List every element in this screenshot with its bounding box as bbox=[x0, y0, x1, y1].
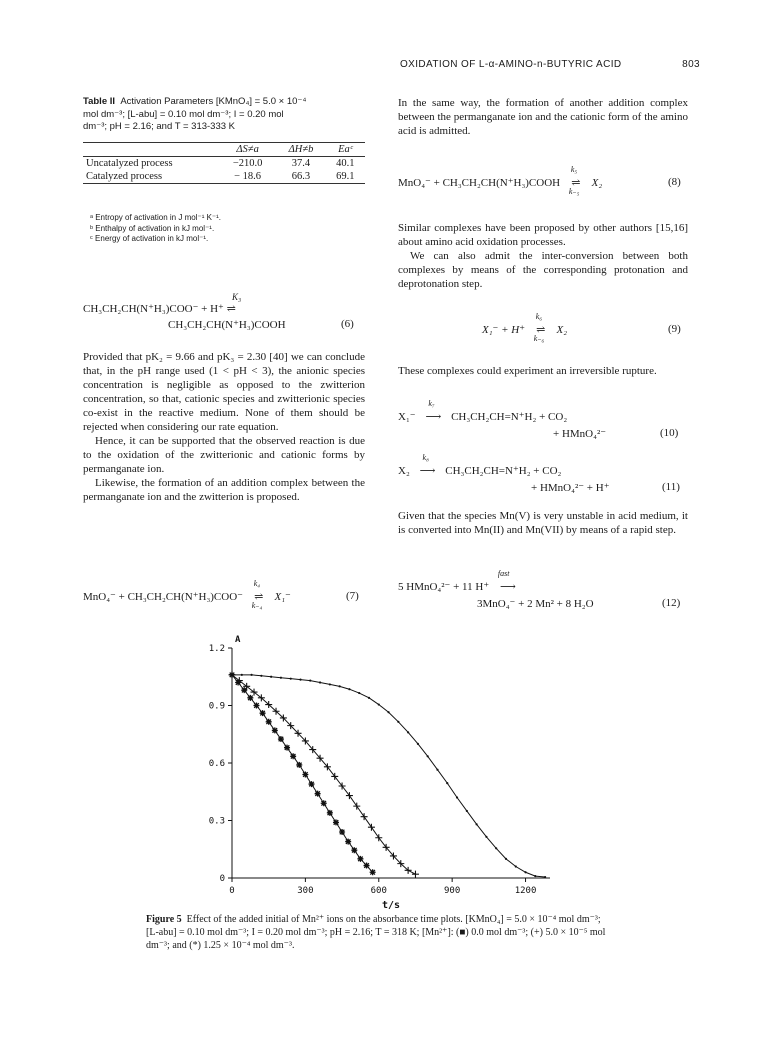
data-point-dot bbox=[299, 679, 301, 681]
table-cell: 37.4 bbox=[291, 158, 311, 169]
table-cell: 69.1 bbox=[326, 170, 365, 184]
table-header-cell: ΔS≠a bbox=[219, 143, 276, 157]
eq10-rhs-line1: CH₃CH₂CH=N⁺H₂ + CO₂ bbox=[451, 411, 568, 423]
data-point-dot bbox=[319, 681, 321, 683]
data-point-dot bbox=[524, 871, 526, 873]
series-line bbox=[232, 675, 415, 874]
equilibrium-arrow-icon: ⇌ bbox=[536, 324, 546, 336]
data-point-dot bbox=[476, 823, 478, 825]
table-footnotes bbox=[90, 213, 360, 245]
y-tick-label: 0.6 bbox=[208, 759, 225, 769]
data-point-star bbox=[235, 680, 241, 686]
data-point-dot bbox=[466, 810, 468, 812]
data-point-star bbox=[247, 695, 253, 701]
page-number: 803 bbox=[682, 59, 700, 70]
data-point-dot bbox=[348, 688, 350, 690]
x-tick-label: 0 bbox=[229, 886, 235, 896]
eq10-lhs: X₁⁻ bbox=[398, 411, 416, 423]
table-caption-line2: mol dm⁻³; [L-abu] = 0.10 mol dm⁻³; I = 0.20 mol bbox=[83, 108, 284, 120]
eq9-rhs: X₂ bbox=[556, 324, 568, 336]
y-tick-label: 0.3 bbox=[208, 816, 225, 827]
series-line bbox=[232, 675, 373, 872]
data-point-dot bbox=[495, 847, 497, 849]
data-point-dot bbox=[407, 731, 409, 733]
data-point-star bbox=[272, 727, 278, 733]
data-point-dot bbox=[446, 782, 448, 784]
data-point-dot bbox=[270, 676, 272, 678]
figure-caption-text: Effect of the added initial of Mn²⁺ ions on the absorbance time plots. [KMnO₄] = 5.0 × 10⁻⁴ mol dm⁻³; [L-abu] = 0.10 mol dm⁻³; I = 0.20 mol dm⁻³; pH = 2.16; T = 318 K; [Mn²⁺]: (■) 0.0 mol dm⁻³; (+) 5.0 × 10⁻⁵ mol dm⁻³; and (*) 1.25 × 10⁻⁴ mol dm⁻³. bbox=[146, 914, 606, 951]
data-point-star bbox=[345, 839, 351, 845]
eq11-rhs-line1: CH₃CH₂CH=N⁺H₂ + CO₂ bbox=[445, 465, 562, 477]
table-row bbox=[83, 170, 365, 184]
eq11 bbox=[398, 453, 562, 477]
x-tick-label: 1200 bbox=[514, 886, 537, 896]
eq7-lhs: MnO₄⁻ + CH₃CH₂CH(N⁺H₃)COO⁻ bbox=[83, 591, 243, 603]
eq8-k-forward: k₅ bbox=[570, 165, 578, 174]
eq12-lhs: 5 HMnO₄²⁻ + 11 H⁺ bbox=[398, 581, 490, 593]
eq7 bbox=[83, 579, 291, 610]
eq8-rhs: X₂ bbox=[591, 177, 603, 189]
eq6-lhs bbox=[83, 302, 236, 315]
data-point-dot bbox=[339, 685, 341, 687]
running-header bbox=[400, 59, 700, 70]
data-point-dot bbox=[534, 875, 536, 877]
right-paragraph-top bbox=[398, 96, 688, 138]
right-arrow-icon: ⟶ bbox=[425, 411, 442, 423]
data-point-star bbox=[321, 800, 327, 806]
data-point-plus bbox=[368, 824, 375, 831]
paragraph: Provided that pK₂ = 9.66 and pK₃ = 2.30 [40] we can conclude that, in the pH range used (1 < pH < 3), the anionic species concentration is negligible as opposed to the zwitterion concentration, so that, cationic species and zwitterionic species co-exist in the reactive medium. None of them should be rejected when considering our rate equation. bbox=[83, 351, 365, 433]
table-cell: 40.1 bbox=[336, 158, 355, 169]
data-point-star bbox=[284, 745, 290, 751]
paragraph: These complexes could experiment an irreversible rupture. bbox=[398, 365, 657, 377]
data-point-dot bbox=[387, 711, 389, 713]
eq10 bbox=[398, 399, 568, 423]
data-point-star bbox=[309, 781, 315, 787]
data-point-star bbox=[260, 710, 266, 716]
activation-table bbox=[83, 142, 365, 184]
data-point-dot bbox=[485, 836, 487, 838]
x-tick-label: 300 bbox=[297, 886, 314, 896]
eq10-rhs-line2: + HMnO₄²⁻ bbox=[553, 428, 607, 440]
eq8-k-back: k₋₅ bbox=[568, 187, 580, 196]
data-point-dot bbox=[397, 721, 399, 723]
eq12-number: (12) bbox=[662, 597, 681, 609]
table-cell: Uncatalyzed process bbox=[86, 158, 173, 169]
data-point-star bbox=[278, 736, 284, 742]
table-cell: −210.0 bbox=[232, 158, 263, 169]
table-footnote: ᶜ Energy of activation in kJ mol⁻¹. bbox=[90, 234, 209, 243]
data-point-star bbox=[357, 856, 363, 862]
paragraph: Similar complexes have been proposed by other authors [15,16] about amino acid oxidation processes. bbox=[398, 222, 688, 248]
table-header-cell: ΔH≠b bbox=[276, 143, 326, 157]
series-line bbox=[232, 675, 545, 877]
data-point-star bbox=[370, 869, 376, 875]
data-point-dot bbox=[329, 683, 331, 685]
eq11-lhs: X₂ bbox=[398, 465, 410, 477]
table-header-cell bbox=[83, 143, 219, 157]
data-point-plus bbox=[412, 871, 419, 878]
eq10-k: k₇ bbox=[428, 399, 435, 408]
y-axis-label: A bbox=[235, 635, 241, 645]
equilibrium-arrow-icon: ⇌ bbox=[226, 303, 236, 315]
data-point-dot bbox=[309, 679, 311, 681]
data-point-plus bbox=[361, 813, 368, 820]
x-axis-label: t/s bbox=[381, 900, 401, 910]
y-tick-label: 0 bbox=[219, 874, 225, 884]
paragraph: In the same way, the formation of another addition complex between the permanganate ion and the cationic form of the amino acid is admitted. bbox=[398, 97, 688, 137]
eq8-lhs: MnO₄⁻ + CH₃CH₂CH(N⁺H₃)COOH bbox=[398, 177, 561, 189]
equilibrium-arrow-icon: ⇌ bbox=[254, 591, 264, 603]
data-point-star bbox=[333, 819, 339, 825]
data-point-star bbox=[253, 703, 259, 709]
data-point-dot bbox=[358, 692, 360, 694]
running-title: OXIDATION OF L-α-AMINO-n-BUTYRIC ACID bbox=[400, 59, 622, 70]
table-footnote: ᵃ Entropy of activation in J mol⁻¹ K⁻¹. bbox=[90, 213, 222, 222]
data-point-dot bbox=[515, 865, 517, 867]
data-point-star bbox=[229, 672, 235, 678]
data-point-star bbox=[302, 772, 308, 778]
data-point-star bbox=[266, 719, 272, 725]
table-title: Table II bbox=[83, 96, 116, 107]
paragraph: Hence, it can be supported that the observed reaction is due to the oxidation of the zwitterionic and cationic forms by permanganate ion. bbox=[83, 435, 365, 475]
table-caption bbox=[83, 96, 365, 134]
table-header-cell: Eaᶜ bbox=[326, 143, 365, 157]
eq11-k: k₈ bbox=[422, 453, 429, 462]
data-point-dot bbox=[250, 674, 252, 676]
figure-caption bbox=[146, 913, 614, 952]
eq12 bbox=[398, 569, 524, 593]
table-cell: − 18.6 bbox=[219, 170, 276, 184]
eq9-k-forward: k₆ bbox=[535, 312, 543, 321]
eq8-number: (8) bbox=[668, 176, 681, 188]
eq7-k-forward: k₄ bbox=[253, 579, 261, 588]
data-point-dot bbox=[280, 677, 282, 679]
table-footnote: ᵇ Enthalpy of activation in kJ mol⁻¹. bbox=[90, 223, 215, 233]
data-point-star bbox=[351, 847, 357, 853]
paragraph: Given that the species Mn(V) is very unstable in acid medium, it is converted into Mn(II) and Mn(VII) by means of a rapid step. bbox=[398, 510, 688, 536]
right-arrow-icon: ⟶ bbox=[500, 581, 516, 593]
table-caption-line1: Activation Parameters [KMnO₄] = 5.0 × 10⁻⁴ bbox=[120, 96, 307, 107]
data-point-dot bbox=[241, 674, 243, 676]
data-point-dot bbox=[290, 678, 292, 680]
data-point-star bbox=[296, 762, 302, 768]
eq6-lhs-text: CH₃CH₂CH(N⁺H₃)COO⁻ + H⁺ bbox=[83, 303, 224, 315]
eq11-rhs-line2: + HMnO₄²⁻ + H⁺ bbox=[531, 482, 610, 494]
eq6-rhs: CH₃CH₂CH(N⁺H₃)COOH bbox=[168, 319, 286, 331]
table-cell: Catalyzed process bbox=[83, 170, 219, 184]
data-point-dot bbox=[368, 697, 370, 699]
right-paragraph-mn bbox=[398, 509, 688, 537]
data-point-dot bbox=[260, 675, 262, 677]
data-point-plus bbox=[353, 803, 360, 810]
data-point-star bbox=[327, 810, 333, 816]
right-arrow-icon: ⟶ bbox=[419, 465, 436, 477]
data-point-dot bbox=[378, 703, 380, 705]
left-column-text bbox=[83, 350, 365, 504]
data-point-dot bbox=[544, 876, 546, 878]
eq9 bbox=[482, 312, 568, 343]
eq12-fast: fast bbox=[497, 569, 510, 578]
eq7-k-back: k₋₄ bbox=[251, 601, 263, 610]
data-point-star bbox=[290, 753, 296, 759]
eq9-number: (9) bbox=[668, 323, 681, 335]
eq12-rhs: 3MnO₄⁻ + 2 Mn² + 8 H₂O bbox=[477, 598, 594, 610]
figure-label: Figure 5 bbox=[146, 914, 182, 925]
y-tick-label: 0.9 bbox=[208, 701, 225, 712]
table-caption-line3: dm⁻³; pH = 2.16; and T = 313-333 K bbox=[83, 121, 236, 132]
eq7-rhs: X₁⁻ bbox=[274, 591, 291, 603]
table-row bbox=[83, 157, 365, 171]
paragraph: We can also admit the inter-conversion between both complexes by means of the corresponding protonation and deprotonation step. bbox=[398, 250, 688, 290]
data-point-star bbox=[339, 829, 345, 835]
eq6-number: (6) bbox=[341, 318, 354, 330]
data-point-dot bbox=[456, 796, 458, 798]
eq11-number: (11) bbox=[662, 481, 680, 493]
equilibrium-arrow-icon: ⇌ bbox=[571, 177, 581, 189]
table-cell: 66.3 bbox=[276, 170, 326, 184]
eq10-number: (10) bbox=[660, 427, 679, 439]
right-paragraph-mid bbox=[398, 221, 688, 291]
x-tick-label: 600 bbox=[370, 886, 387, 896]
paragraph: Likewise, the formation of an addition complex between the permanganate ion and the zwitterion is proposed. bbox=[83, 477, 365, 503]
eq9-k-back: k₋₆ bbox=[533, 334, 545, 343]
data-point-star bbox=[315, 791, 321, 797]
right-paragraph-rupture bbox=[398, 364, 688, 378]
eq9-lhs: X₁⁻ + H⁺ bbox=[482, 324, 526, 336]
data-point-star bbox=[241, 687, 247, 693]
y-tick-label: 1.2 bbox=[208, 644, 225, 654]
data-point-dot bbox=[505, 858, 507, 860]
eq8 bbox=[398, 165, 603, 196]
data-point-dot bbox=[436, 769, 438, 771]
data-point-dot bbox=[417, 743, 419, 745]
eq7-number: (7) bbox=[346, 590, 359, 602]
figure5-chart bbox=[190, 630, 570, 910]
data-point-star bbox=[364, 863, 370, 869]
data-point-dot bbox=[427, 755, 429, 757]
x-tick-label: 900 bbox=[444, 886, 461, 896]
eq6-constant: K₃ bbox=[232, 292, 242, 302]
